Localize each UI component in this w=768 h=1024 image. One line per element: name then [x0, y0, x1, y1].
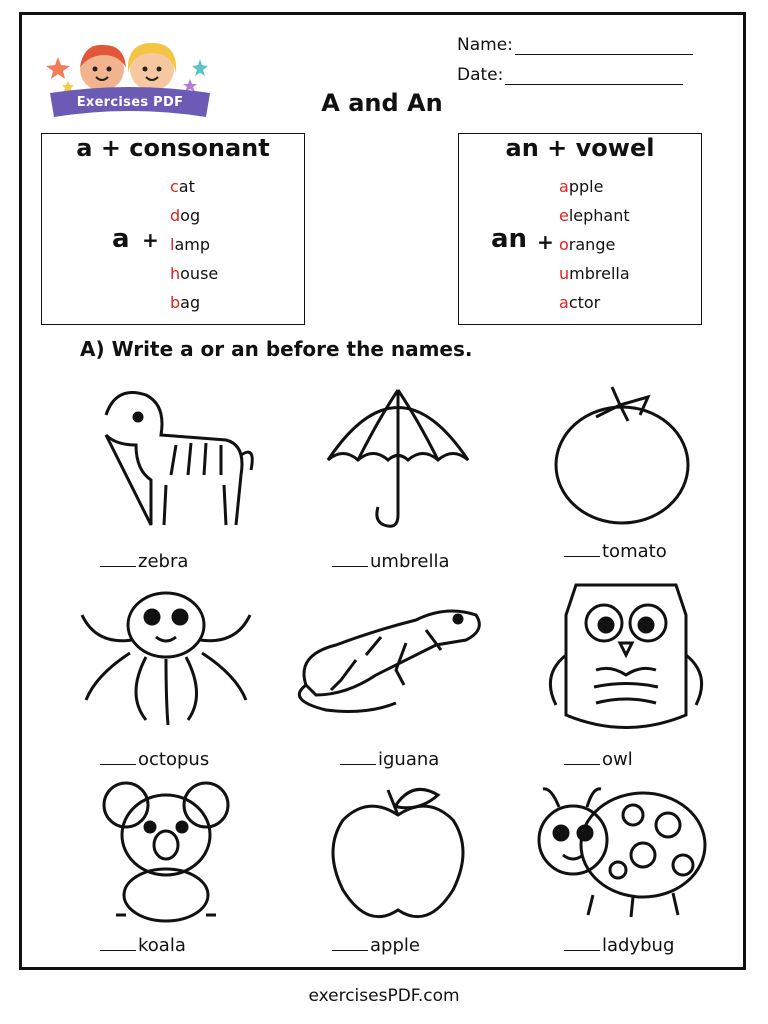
list-item: cat [170, 177, 195, 196]
list-item: umbrella [559, 264, 630, 283]
item-label: koala [100, 935, 186, 956]
list-item: lamp [170, 235, 210, 254]
vowel-word-list [559, 172, 630, 317]
footer-site: exercisesPDF.com [308, 986, 460, 1006]
answer-blank[interactable] [564, 936, 600, 951]
name-field[interactable] [457, 35, 693, 55]
list-item: actor [559, 293, 601, 312]
answer-blank[interactable] [564, 750, 600, 765]
exercise-item-tomato [526, 375, 726, 562]
list-item: elephant [559, 206, 630, 225]
owl-icon [536, 575, 716, 735]
item-label: ladybug [564, 935, 674, 956]
logo-text: Exercises PDF [76, 95, 184, 110]
page-title: A and An [321, 89, 443, 117]
date-line[interactable] [505, 68, 683, 85]
rule-box-consonant [41, 133, 305, 325]
item-label: owl [564, 749, 633, 770]
article-a: a [112, 224, 130, 254]
item-label: octopus [100, 749, 209, 770]
list-item: bag [170, 293, 201, 312]
item-label: tomato [564, 541, 667, 562]
rule-heading-vowel: an + vowel [505, 134, 655, 162]
answer-blank[interactable] [332, 552, 368, 567]
list-item: dog [170, 206, 201, 225]
iguana-icon [286, 585, 486, 725]
ladybug-icon [523, 775, 713, 925]
exercise-item-octopus [66, 585, 266, 770]
item-label: zebra [100, 551, 188, 572]
list-item: orange [559, 235, 616, 254]
octopus-icon [76, 585, 256, 735]
date-label: Date: [457, 65, 504, 85]
item-label: iguana [340, 749, 439, 770]
tomato-icon [536, 375, 716, 535]
answer-blank[interactable] [332, 936, 368, 951]
item-label: umbrella [332, 551, 449, 572]
zebra-icon [76, 375, 256, 535]
plus-sign: + [537, 230, 554, 254]
exercise-item-ladybug [518, 775, 718, 956]
list-item: apple [559, 177, 604, 196]
name-label: Name: [457, 35, 513, 55]
article-an: an [491, 224, 528, 254]
answer-blank[interactable] [340, 750, 376, 765]
exercise-item-apple [298, 775, 498, 956]
umbrella-icon [308, 375, 488, 535]
item-label: apple [332, 935, 420, 956]
rule-box-vowel [458, 133, 702, 325]
list-item: house [170, 264, 219, 283]
exercise-item-umbrella [298, 375, 498, 572]
answer-blank[interactable] [100, 936, 136, 951]
answer-blank[interactable] [100, 552, 136, 567]
rule-heading-consonant: a + consonant [76, 134, 270, 162]
date-field[interactable] [457, 65, 683, 85]
answer-blank[interactable] [564, 542, 600, 557]
exercise-item-owl [526, 575, 726, 770]
section-instruction: A) Write a or an before the names. [80, 337, 473, 361]
apple-icon [308, 775, 488, 925]
plus-sign: + [142, 228, 159, 252]
koala-icon [76, 775, 256, 925]
answer-blank[interactable] [100, 750, 136, 765]
consonant-word-list [170, 172, 218, 317]
name-line[interactable] [515, 38, 693, 55]
worksheet-frame [19, 12, 746, 970]
exercise-item-zebra [66, 375, 266, 572]
exercise-item-iguana [286, 585, 486, 770]
exercise-item-koala [66, 775, 266, 956]
